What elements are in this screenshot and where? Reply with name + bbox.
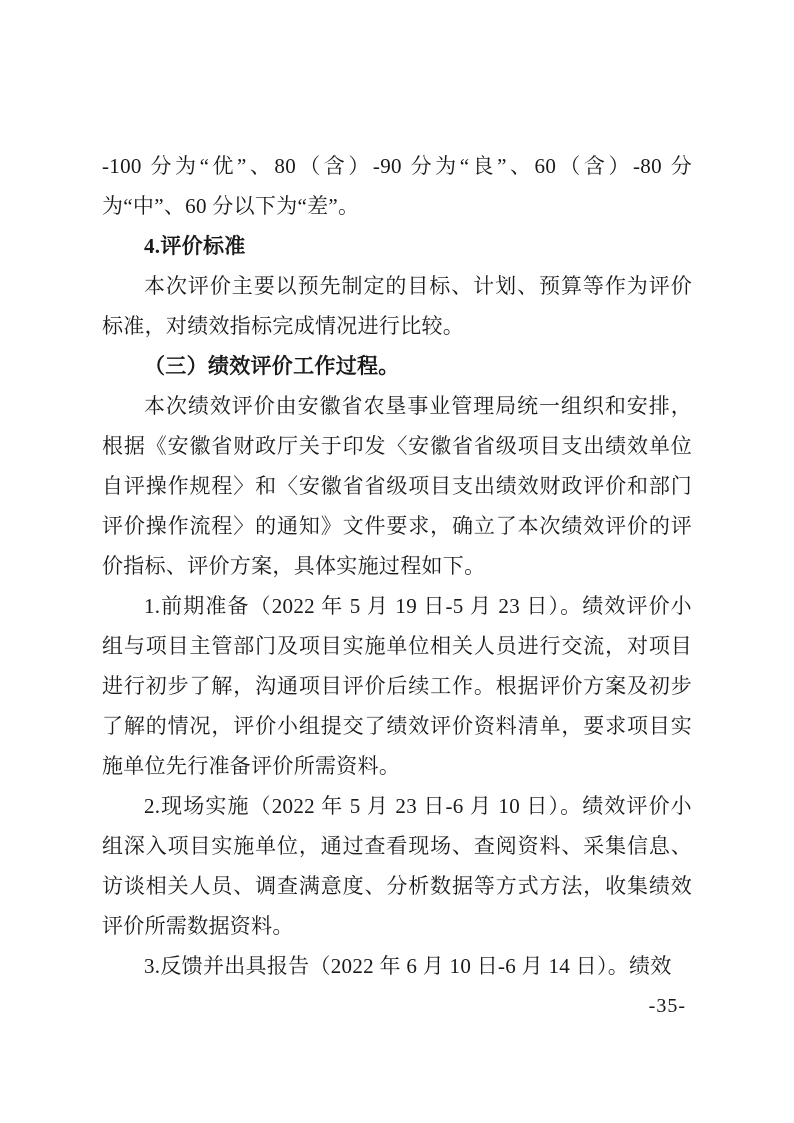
heading-evaluation-work-process: （三）绩效评价工作过程。 (144, 354, 400, 378)
heading-evaluation-criteria: 4.评价标准 (144, 234, 246, 258)
paragraph-step3-feedback-report: 3.反馈并出具报告（2022 年 6 月 10 日-6 月 14 日）。绩效 (144, 954, 672, 978)
paragraph-organization-basis: 本次绩效评价由安徽省农垦事业管理局统一组织和安排，根据《安徽省财政厅关于印发〈安徽省省级项目支出绩效单位自评操作规程〉和〈安徽省省级项目支出绩效财政评价和部门评价操作流程〉的通知》文件要求，确立了本次绩效评价的评价指标、评价方案，具体实施过程如下。 (102, 394, 692, 578)
paragraph-evaluation-criteria-body: 本次评价主要以预先制定的目标、计划、预算等作为评价标准，对绩效指标完成情况进行比较。 (102, 274, 692, 338)
paragraph-step1-preparation: 1.前期准备（2022 年 5 月 19 日-5 月 23 日）。绩效评价小组与项目主管部门及项目实施单位相关人员进行交流，对项目进行初步了解，沟通项目评价后续工作。根据评价方案及初步了解的情况，评价小组提交了绩效评价资料清单，要求项目实施单位先行准备评价所需资料。 (102, 594, 692, 778)
page-number: -35- (648, 995, 686, 1017)
document-body (102, 146, 692, 986)
paragraph-grade-scale: -100 分为“优”、80（含）-90 分为“良”、60（含）-80 分为“中”、60 分以下为“差”。 (102, 154, 692, 218)
paragraph-step2-onsite-implementation: 2.现场实施（2022 年 5 月 23 日-6 月 10 日）。绩效评价小组深入项目实施单位，通过查看现场、查阅资料、采集信息、访谈相关人员、调查满意度、分析数据等方式方法，收集绩效评价所需数据资料。 (102, 794, 692, 938)
